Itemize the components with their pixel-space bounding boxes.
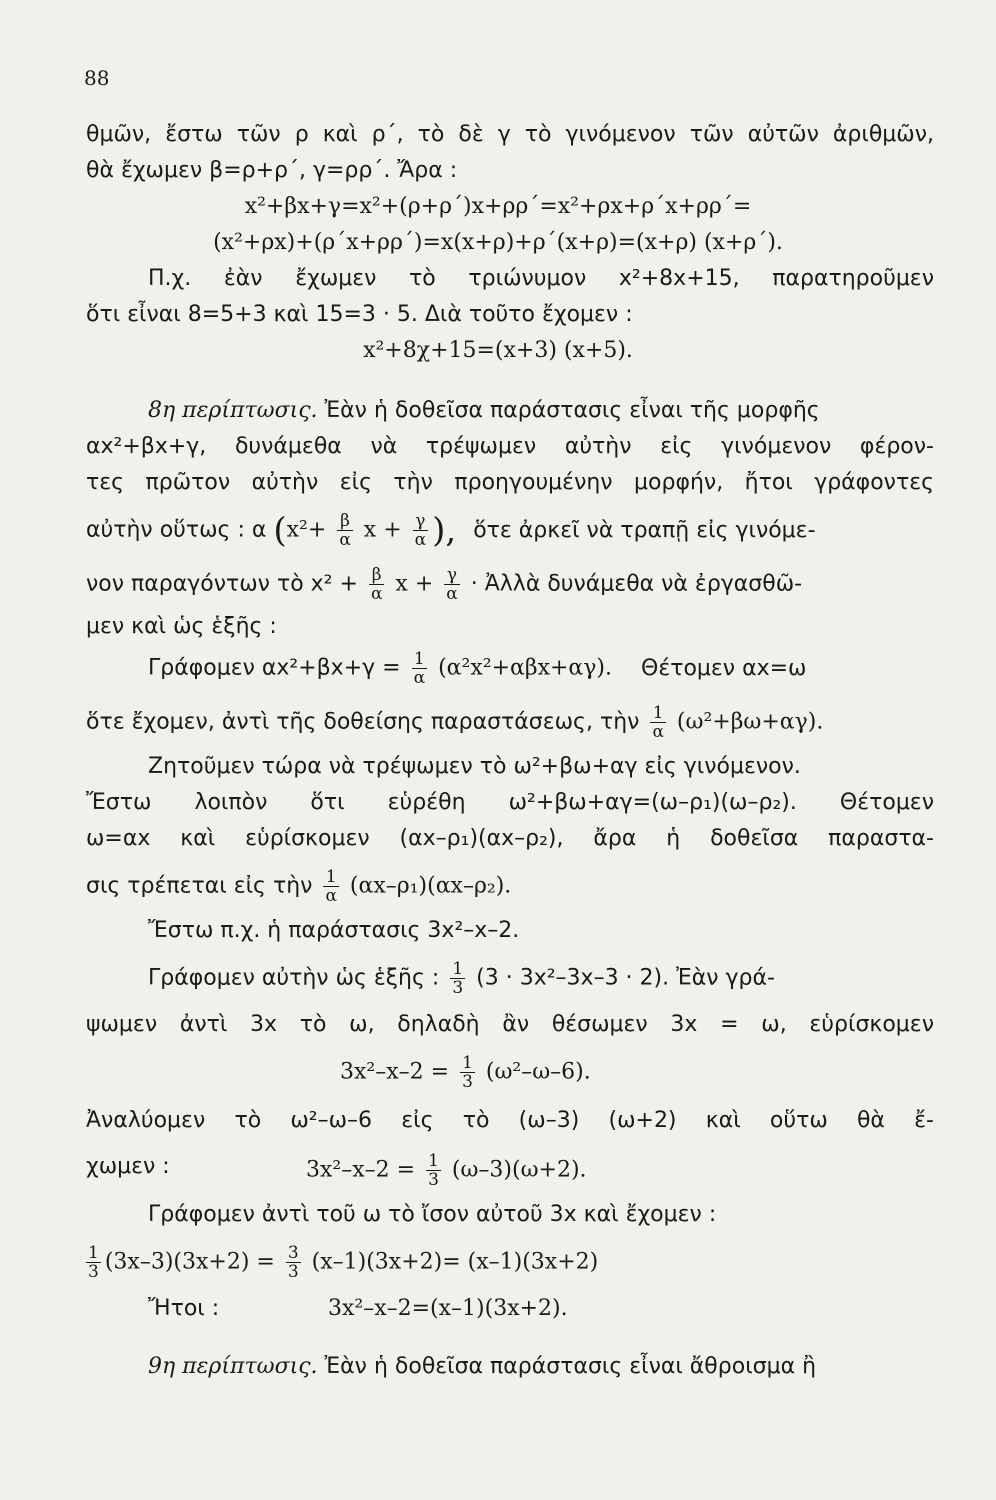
numerator: 3 bbox=[287, 1243, 299, 1263]
numerator: 1 bbox=[428, 1151, 439, 1171]
text-line: Γράφομεν ἀντὶ τοῦ ω τὸ ἴσον αὐτοῦ 3x καὶ ἔχομεν : bbox=[148, 1202, 717, 1227]
fraction bbox=[450, 960, 465, 997]
fraction bbox=[650, 704, 665, 741]
text-line: αx²+βx+γ, δυνάμεθα νὰ τρέψωμεν αὐτὴν εἰς γινόμενον φέρον- bbox=[86, 434, 934, 459]
numerator: 1 bbox=[462, 1053, 473, 1073]
text-span: νον παραγόντων τὸ x² + bbox=[86, 571, 358, 597]
fraction bbox=[323, 868, 338, 905]
text-line bbox=[86, 566, 934, 603]
fraction bbox=[444, 566, 459, 603]
text-line: ὅτι εἶναι 8=5+3 καὶ 15=3 · 5. Διὰ τοῦτο ἔχομεν : bbox=[86, 302, 633, 327]
text-line bbox=[86, 1151, 934, 1190]
page-number: 88 bbox=[84, 66, 110, 90]
math-term: (ω²+βω+αγ). bbox=[676, 709, 824, 735]
equation: x²+βx+γ=x²+(ρ+ρ΄)x+ρρ΄=x²+ρx+ρ΄x+ρρ΄= bbox=[244, 194, 752, 219]
numerator: 1 bbox=[413, 649, 425, 669]
denominator: α bbox=[446, 584, 458, 604]
text-line bbox=[148, 1294, 934, 1324]
text-line: ψωμεν ἀντὶ 3x τὸ ω, δηλαδὴ ἂν θέσωμεν 3x = ω, εὑρίσκομεν bbox=[86, 1012, 934, 1037]
numerator: γ bbox=[446, 565, 458, 585]
math-term: 3x²–x–2 = bbox=[340, 1059, 450, 1085]
math-term: x + bbox=[363, 517, 402, 543]
text-line bbox=[86, 512, 934, 549]
denominator: 3 bbox=[88, 1262, 99, 1282]
math-term: (x–1)(3x+2)= (x–1)(3x+2) bbox=[311, 1249, 599, 1275]
equation bbox=[86, 1244, 934, 1281]
equation: (x²+ρx)+(ρ΄x+ρρ΄)=x(x+ρ)+ρ΄(x+ρ)=(x+ρ) (x+ρ΄). bbox=[213, 230, 783, 255]
math-term: (3x–3)(3x+2) = bbox=[104, 1249, 275, 1275]
text-line bbox=[148, 650, 934, 687]
numerator: γ bbox=[415, 511, 426, 531]
numerator: β bbox=[371, 565, 382, 585]
math-term: (ω²–ω–6). bbox=[485, 1059, 591, 1085]
fraction bbox=[369, 566, 384, 603]
denominator: α bbox=[414, 530, 427, 550]
fraction bbox=[286, 1244, 301, 1281]
fraction bbox=[426, 1152, 441, 1189]
denominator: α bbox=[370, 584, 383, 604]
math-term: x²+ bbox=[286, 517, 327, 543]
text-line: Ζητοῦμεν τώρα νὰ τρέψωμεν τὸ ω²+βω+αγ εἰς γινόμενον. bbox=[148, 754, 801, 779]
text-line bbox=[148, 1352, 934, 1382]
equation bbox=[340, 1054, 940, 1091]
text-line bbox=[148, 396, 934, 426]
text-span: σις τρέπεται εἰς τὴν bbox=[86, 873, 313, 899]
denominator: α bbox=[339, 530, 351, 550]
text-span: Γράφομεν αὐτὴν ὡς ἑξῆς : bbox=[148, 965, 440, 991]
numerator: β bbox=[340, 511, 350, 531]
math-term: 3x²–x–2 = bbox=[306, 1157, 416, 1183]
denominator: 3 bbox=[287, 1262, 299, 1282]
text-line: τες πρῶτον αὐτὴν εἰς τὴν προηγουμένην μορφήν, ἤτοι γράφοντες bbox=[86, 470, 934, 495]
equation: x²+8χ+15=(x+3) (x+5). bbox=[363, 338, 633, 363]
text-line: Ἀναλύομεν τὸ ω²–ω–6 εἰς τὸ (ω–3) (ω+2) καὶ οὕτω θὰ ἔ- bbox=[86, 1108, 934, 1133]
math-term: x + bbox=[395, 571, 434, 597]
numerator: 1 bbox=[88, 1243, 99, 1263]
fraction bbox=[413, 512, 428, 549]
text-span: ὅτε ἔχομεν, ἀντὶ τῆς δοθείσης παραστάσεως, τὴν bbox=[86, 709, 640, 735]
math-term: (αx–ρ₁)(αx–ρ₂). bbox=[349, 873, 512, 899]
numerator: 1 bbox=[325, 867, 337, 887]
text-line bbox=[148, 960, 934, 997]
case-heading: 9η περίπτωσις. bbox=[148, 1354, 318, 1379]
text-span: ὅτε ἀρκεῖ νὰ τραπῇ εἰς γινόμε- bbox=[473, 517, 816, 543]
text-span: Ἤτοι : bbox=[148, 1296, 220, 1321]
text-span: Θέτομεν αx=ω bbox=[641, 655, 807, 681]
equation: 3x²–x–2=(x–1)(3x+2). bbox=[328, 1296, 568, 1321]
fraction bbox=[412, 650, 427, 687]
denominator: 3 bbox=[462, 1072, 473, 1092]
math-term: (α²x²+αβx+αγ). bbox=[438, 655, 612, 681]
text-line: ω=αx καὶ εὑρίσκομεν (αx–ρ₁)(αx–ρ₂), ἄρα ἡ δοθεῖσα παραστα- bbox=[86, 826, 934, 851]
text-span: χωμεν : bbox=[86, 1154, 170, 1179]
denominator: 3 bbox=[428, 1170, 439, 1190]
denominator: 3 bbox=[452, 978, 464, 998]
text-span: Ἐὰν ἡ δοθεῖσα παράστασις εἶναι τῆς μορφῆς bbox=[324, 398, 820, 423]
fraction bbox=[337, 512, 352, 549]
denominator: α bbox=[652, 722, 664, 742]
text-line: Ἔστω λοιπὸν ὅτι εὑρέθη ω²+βω+αγ=(ω–ρ₁)(ω–ρ₂). Θέτομεν bbox=[86, 790, 934, 815]
text-span: Ἐὰν ἡ δοθεῖσα παράστασις εἶναι ἄθροισμα ἢ bbox=[324, 1354, 817, 1379]
math-term: (ω–3)(ω+2). bbox=[451, 1157, 587, 1183]
text-span: Γράφομεν αx²+βx+γ = bbox=[148, 655, 401, 681]
text-line bbox=[86, 868, 934, 905]
fraction bbox=[460, 1054, 475, 1091]
text-line: θὰ ἔχωμεν β=ρ+ρ΄, γ=ρρ΄. Ἄρα : bbox=[86, 158, 458, 183]
numerator: 1 bbox=[452, 959, 464, 979]
text-span: · Ἀλλὰ δυνάμεθα νὰ ἐργασθῶ- bbox=[470, 571, 803, 597]
fraction bbox=[86, 1244, 101, 1281]
paren: ( bbox=[273, 510, 287, 551]
text-span: (3 · 3x²–3x–3 · 2). Ἐὰν γρά- bbox=[476, 965, 775, 991]
denominator: α bbox=[325, 886, 337, 906]
text-line: Ἔστω π.χ. ἡ παράστασις 3x²–x–2. bbox=[148, 918, 520, 943]
denominator: α bbox=[413, 668, 426, 688]
text-line: θμῶν, ἔστω τῶν ρ καὶ ρ΄, τὸ δὲ γ τὸ γινόμενον τῶν αὐτῶν ἀριθμῶν, bbox=[86, 122, 934, 147]
text-line: μεν καὶ ὡς ἑξῆς : bbox=[86, 614, 277, 639]
numerator: 1 bbox=[652, 703, 664, 723]
equation bbox=[306, 1152, 587, 1189]
text-line: Π.χ. ἐὰν ἔχωμεν τὸ τριώνυμον x²+8x+15, παρατηροῦμεν bbox=[148, 266, 934, 291]
paren: ), bbox=[432, 510, 457, 551]
text-line bbox=[86, 704, 934, 741]
case-heading: 8η περίπτωσις. bbox=[148, 398, 318, 423]
text-span: αὐτὴν οὕτως : α bbox=[86, 517, 267, 543]
